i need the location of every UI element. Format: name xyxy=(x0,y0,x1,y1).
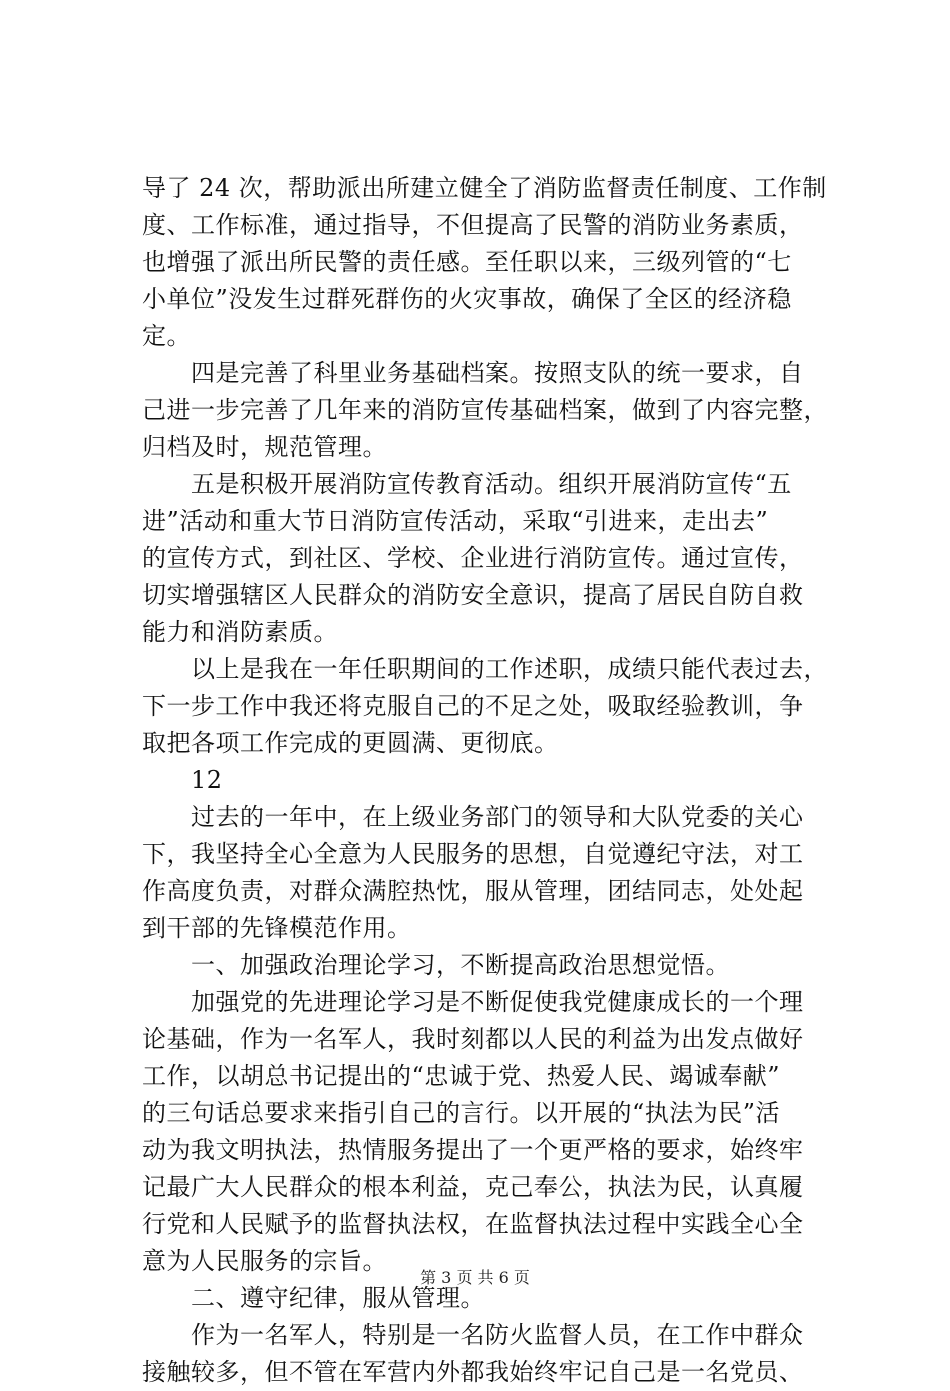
text-line: 作为一名军人，特别是一名防火监督人员，在工作中群众 xyxy=(142,1321,804,1349)
text-line: 也增强了派出所民警的责任感。至任职以来，三级列管的“七 xyxy=(142,248,792,276)
text-line: 到干部的先锋模范作用。 xyxy=(142,914,412,942)
page-number-label: 第 3 页 共 6 页 xyxy=(420,1268,530,1287)
text-line: 作高度负责，对群众满腔热忱，服从管理，团结同志，处处起 xyxy=(142,877,804,905)
text-line: 接触较多，但不管在军营内外都我始终牢记自己是一名党员、 xyxy=(142,1358,804,1386)
text-line: 记最广大人民群众的根本利益，克己奉公，执法为民，认真履 xyxy=(142,1173,804,1201)
text-line: 取把各项工作完成的更圆满、更彻底。 xyxy=(142,729,559,757)
text-line: 小单位”没发生过群死群伤的火灾事故，确保了全区的经济稳 xyxy=(142,285,792,313)
document-body xyxy=(142,170,842,1391)
text-line: 一、加强政治理论学习，不断提高政治思想觉悟。 xyxy=(142,951,730,979)
text-line: 意为人民服务的宗旨。 xyxy=(142,1247,387,1275)
text-line: 行党和人民赋予的监督执法权，在监督执法过程中实践全心全 xyxy=(142,1210,804,1238)
text-line: 加强党的先进理论学习是不断促使我党健康成长的一个理 xyxy=(142,988,804,1016)
text-line: 下，我坚持全心全意为人民服务的思想，自觉遵纪守法，对工 xyxy=(142,840,804,868)
page-footer xyxy=(0,1268,950,1288)
text-line: 过去的一年中，在上级业务部门的领导和大队党委的关心 xyxy=(142,803,804,831)
text-line: 己进一步完善了几年来的消防宣传基础档案，做到了内容完整， xyxy=(142,396,828,424)
text-line: 以上是我在一年任职期间的工作述职，成绩只能代表过去， xyxy=(142,655,828,683)
text-line: 切实增强辖区人民群众的消防安全意识，提高了居民自防自救 xyxy=(142,581,804,609)
text-line: 能力和消防素质。 xyxy=(142,618,338,646)
text-line: 12 xyxy=(142,766,223,794)
text-line: 归档及时，规范管理。 xyxy=(142,433,387,461)
text-line: 度、工作标准，通过指导，不但提高了民警的消防业务素质， xyxy=(142,211,804,239)
text-line: 五是积极开展消防宣传教育活动。组织开展消防宣传“五 xyxy=(142,470,792,498)
text-line: 四是完善了科里业务基础档案。按照支队的统一要求，自 xyxy=(142,359,804,387)
text-line: 动为我文明执法，热情服务提出了一个更严格的要求，始终牢 xyxy=(142,1136,804,1164)
text-line: 导了 24 次，帮助派出所建立健全了消防监督责任制度、工作制 xyxy=(142,174,827,202)
text-line: 定。 xyxy=(142,322,191,350)
text-line: 进”活动和重大节日消防宣传活动，采取“引进来，走出去” xyxy=(142,507,769,535)
text-line: 二、遵守纪律，服从管理。 xyxy=(142,1284,485,1312)
text-line: 工作，以胡总书记提出的“忠诚于党、热爱人民、竭诚奉献” xyxy=(142,1062,781,1090)
text-line: 的三句话总要求来指引自己的言行。以开展的“执法为民”活 xyxy=(142,1099,781,1127)
text-line: 的宣传方式，到社区、学校、企业进行消防宣传。通过宣传， xyxy=(142,544,804,572)
text-line: 下一步工作中我还将克服自己的不足之处，吸取经验教训，争 xyxy=(142,692,804,720)
text-line: 论基础，作为一名军人，我时刻都以人民的利益为出发点做好 xyxy=(142,1025,804,1053)
